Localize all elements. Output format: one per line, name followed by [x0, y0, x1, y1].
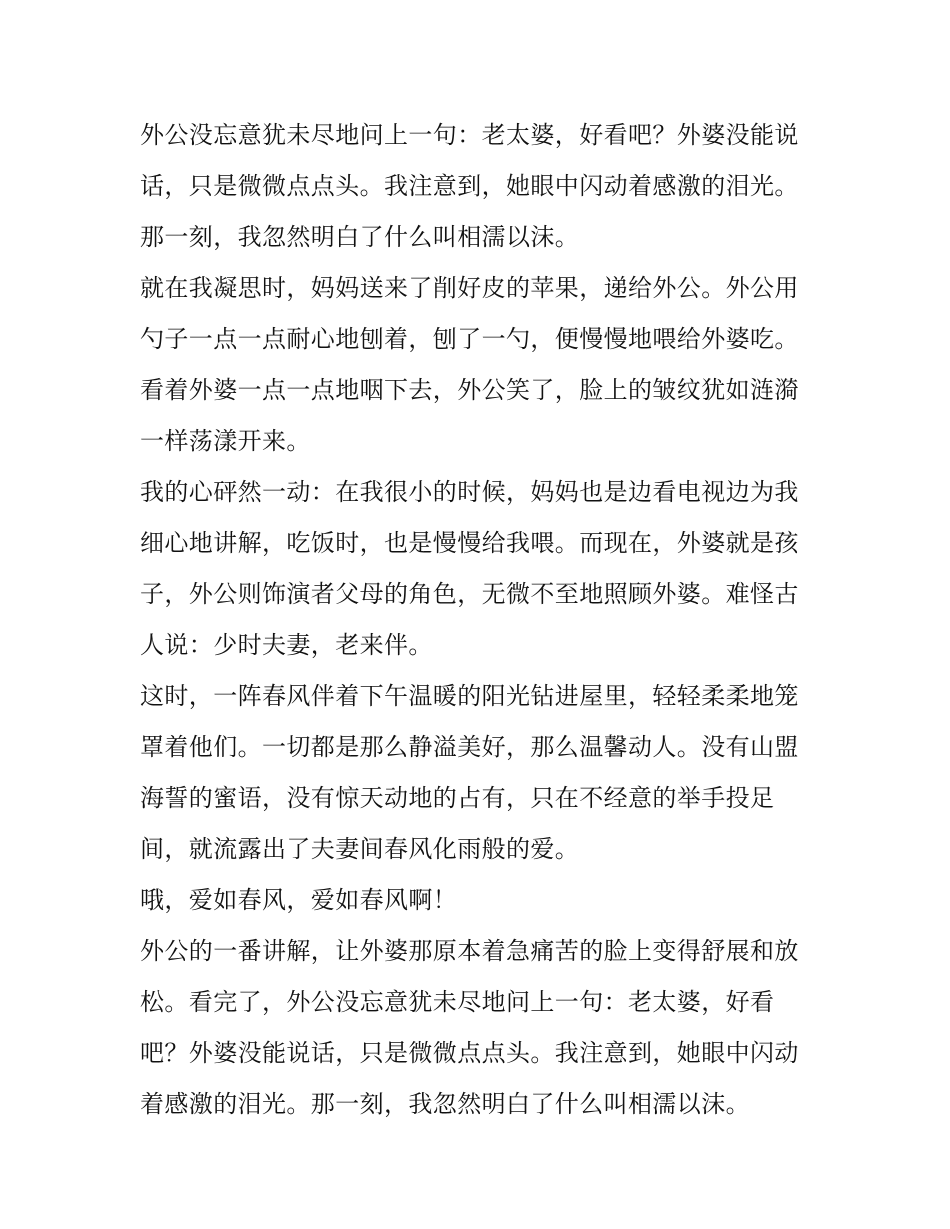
text-line: 海誓的蜜语，没有惊天动地的占有，只在不经意的举手投足: [140, 784, 775, 812]
text-line: 人说：少时夫妻，老来伴。: [140, 631, 433, 659]
text-line: 这时，一阵春风伴着下午温暖的阳光钻进屋里，轻轻柔柔地笼: [140, 682, 799, 710]
text-line: 一样荡漾开来。: [140, 427, 311, 455]
text-line: 子，外公则饰演者父母的角色，无微不至地照顾外婆。难怪古: [140, 580, 799, 608]
document-body: [140, 110, 820, 1130]
text-line: 松。看完了，外公没忘意犹未尽地问上一句：老太婆，好看: [140, 988, 775, 1016]
text-line: 看着外婆一点一点地咽下去，外公笑了，脸上的皱纹犹如涟漪: [140, 376, 799, 404]
text-line: 罩着他们。一切都是那么静溢美好，那么温馨动人。没有山盟: [140, 733, 799, 761]
text-line: 哦，爱如春风，爱如春风啊！: [140, 886, 458, 914]
text-line: 外公的一番讲解，让外婆那原本着急痛苦的脸上变得舒展和放: [140, 937, 799, 965]
text-line: 话，只是微微点点头。我注意到，她眼中闪动着感激的泪光。: [140, 172, 799, 200]
text-line: 细心地讲解，吃饭时，也是慢慢给我喂。而现在，外婆就是孩: [140, 529, 799, 557]
text-line: 那一刻，我忽然明白了什么叫相濡以沫。: [140, 223, 580, 251]
text-line: 吧？外婆没能说话，只是微微点点头。我注意到，她眼中闪动: [140, 1039, 799, 1067]
text-line: 外公没忘意犹未尽地问上一句：老太婆，好看吧？外婆没能说: [140, 121, 799, 149]
text-line: 我的心砰然一动：在我很小的时候，妈妈也是边看电视边为我: [140, 478, 799, 506]
text-line: 着感激的泪光。那一刻，我忽然明白了什么叫相濡以沫。: [140, 1090, 750, 1118]
text-line: 就在我凝思时，妈妈送来了削好皮的苹果，递给外公。外公用: [140, 274, 799, 302]
text-line: 勺子一点一点耐心地刨着，刨了一勺，便慢慢地喂给外婆吃。: [140, 325, 799, 353]
text-line: 间，就流露出了夫妻间春风化雨般的爱。: [140, 835, 580, 863]
